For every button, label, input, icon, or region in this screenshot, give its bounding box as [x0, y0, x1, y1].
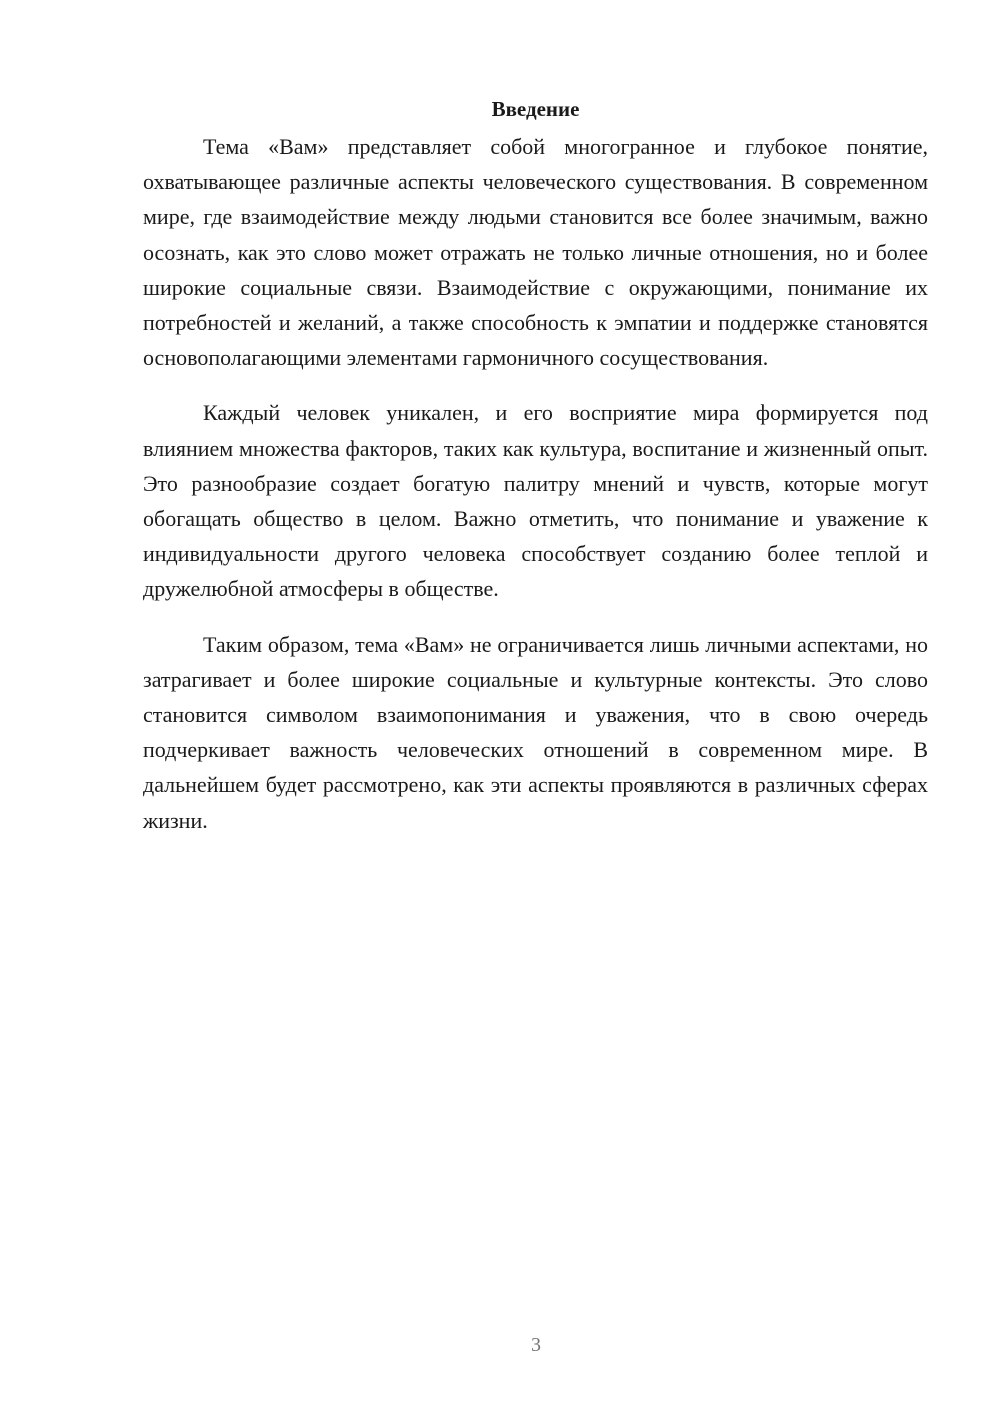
paragraph-1: Тема «Вам» представляет собой многогранное и глубокое понятие, охватывающее различные аспекты человеческого существования. В современном мире, где взаимодействие между людьми становится все более значимым, важно осознать, как это слово может отражать не только личные отношения, но и более широкие социальные связи. Взаимодействие с окружающими, понимание их потребностей и желаний, а также способность к эмпатии и поддержке становятся основополагающими элементами гармоничного сосуществования. — [143, 134, 928, 371]
page-content — [143, 92, 928, 858]
paragraph-3: Таким образом, тема «Вам» не ограничивается лишь личными аспектами, но затрагивает и более широкие социальные и культурные контексты. Это слово становится символом взаимопонимания и уважения, что в свою очередь подчеркивает важность человеческих отношений в современном мире. В дальнейшем будет рассмотрено, как эти аспекты проявляются в различных сферах жизни. — [143, 631, 928, 833]
paragraph-2: Каждый человек уникален, и его восприятие мира формируется под влиянием множества факторов, таких как культура, воспитание и жизненный опыт. Это разнообразие создает богатую палитру мнений и чувств, которые могут обогащать общество в целом. Важно отметить, что понимание и уважение к индивидуальности другого человека способствует созданию более теплой и дружелюбной атмосферы в обществе. — [143, 400, 928, 602]
page-number: 3 — [531, 1334, 541, 1356]
section-heading: Введение — [491, 97, 580, 121]
